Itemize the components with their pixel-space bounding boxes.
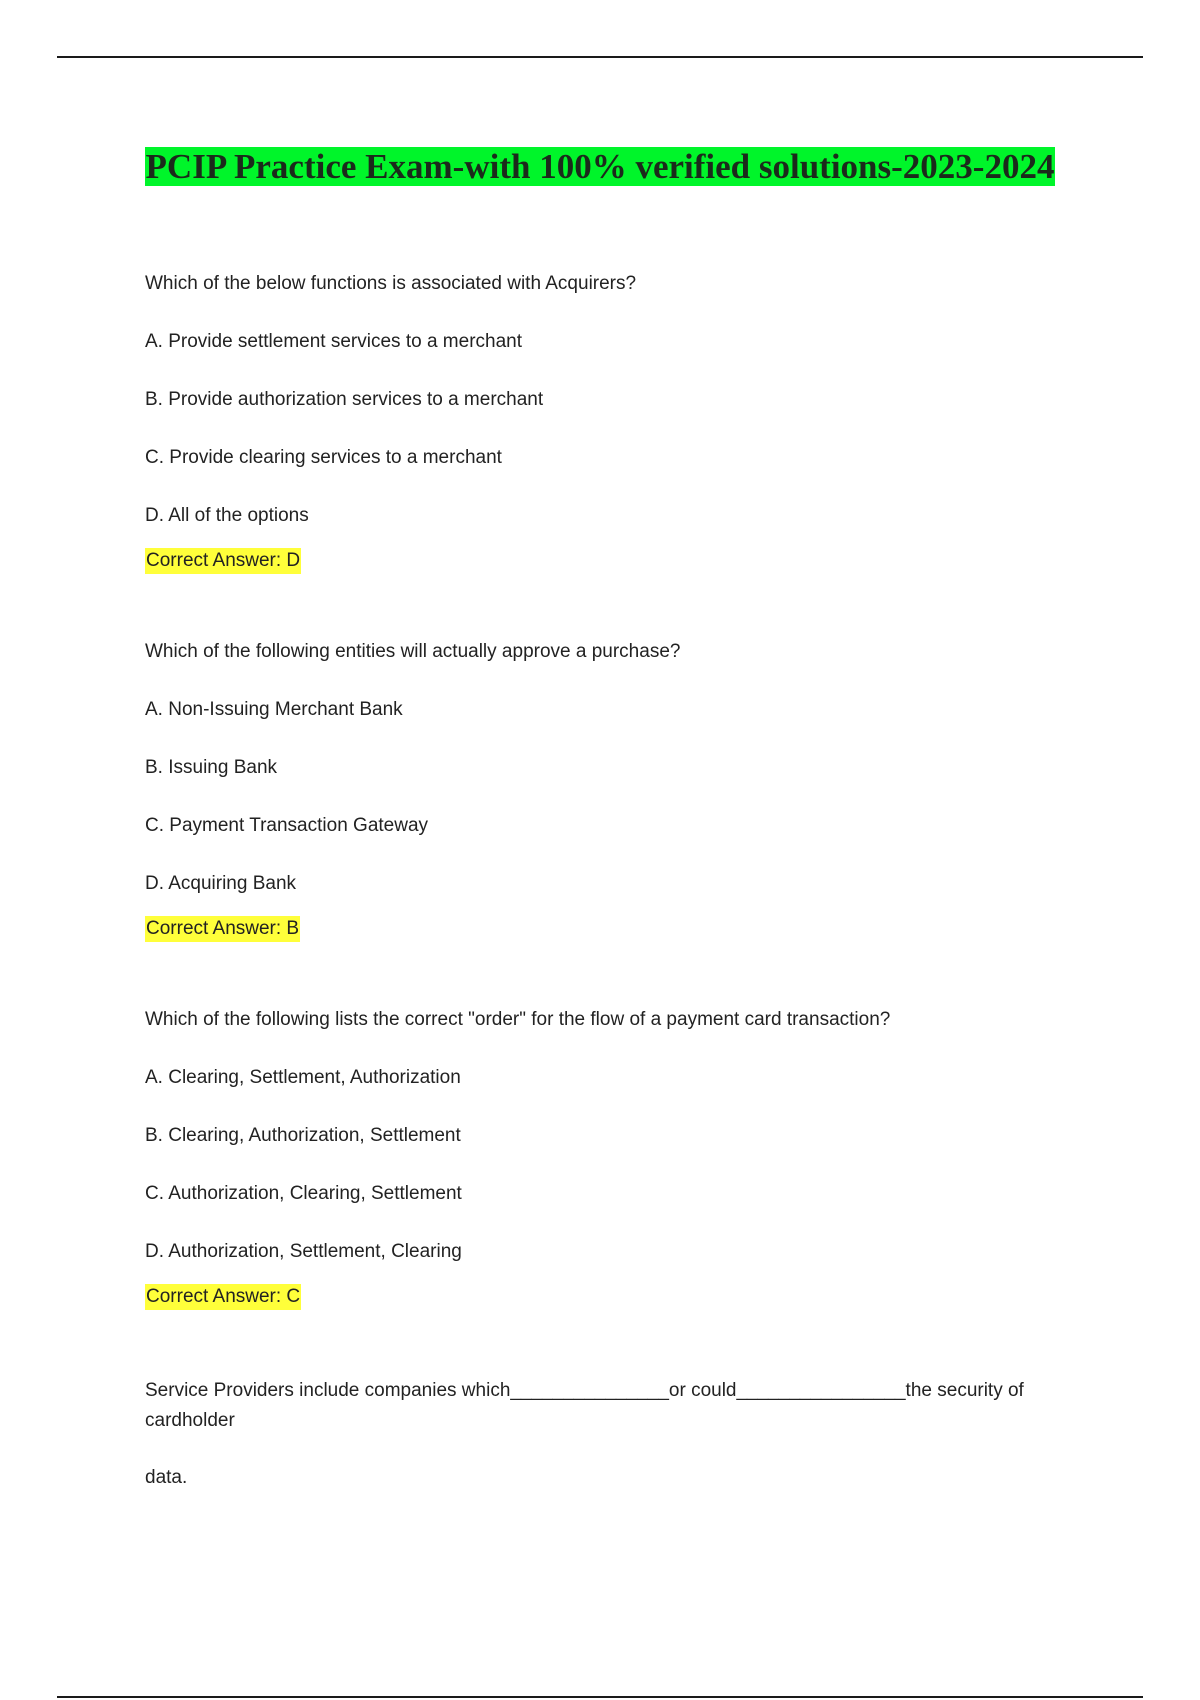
option-b: B. Issuing Bank	[145, 757, 278, 778]
bottom-rule	[57, 1696, 1143, 1698]
option-c: C. Provide clearing services to a merchant	[145, 447, 502, 468]
question-text: Service Providers include companies which_______________or could________________the security of cardholder	[145, 1380, 1024, 1431]
option-b: B. Clearing, Authorization, Settlement	[145, 1125, 461, 1146]
top-rule	[57, 56, 1143, 58]
question-block-1	[145, 272, 1065, 574]
question-text: Which of the below functions is associated with Acquirers?	[145, 273, 637, 294]
question-text: Which of the following entities will actually approve a purchase?	[145, 641, 681, 662]
correct-answer-badge: Correct Answer: B	[145, 916, 300, 942]
option-d: D. All of the options	[145, 505, 309, 526]
option-d: D. Authorization, Settlement, Clearing	[145, 1241, 462, 1262]
exam-content	[145, 272, 1065, 1556]
question-block-3	[145, 1008, 1065, 1310]
correct-answer-badge: Correct Answer: C	[145, 1284, 301, 1310]
option-c: C. Payment Transaction Gateway	[145, 815, 429, 836]
document-title: PCIP Practice Exam-with 100% verified solutions-2023-2024	[145, 147, 1055, 186]
question-continuation: data.	[145, 1467, 188, 1488]
title-block	[100, 146, 1100, 188]
question-block-4	[145, 1376, 1065, 1490]
question-block-2	[145, 640, 1065, 942]
option-a: A. Non-Issuing Merchant Bank	[145, 699, 403, 720]
option-c: C. Authorization, Clearing, Settlement	[145, 1183, 462, 1204]
option-a: A. Clearing, Settlement, Authorization	[145, 1067, 461, 1088]
correct-answer-badge: Correct Answer: D	[145, 548, 301, 574]
option-d: D. Acquiring Bank	[145, 873, 297, 894]
option-b: B. Provide authorization services to a merchant	[145, 389, 544, 410]
question-text: Which of the following lists the correct "order" for the flow of a payment card transaction?	[145, 1009, 891, 1030]
option-a: A. Provide settlement services to a merchant	[145, 331, 522, 352]
